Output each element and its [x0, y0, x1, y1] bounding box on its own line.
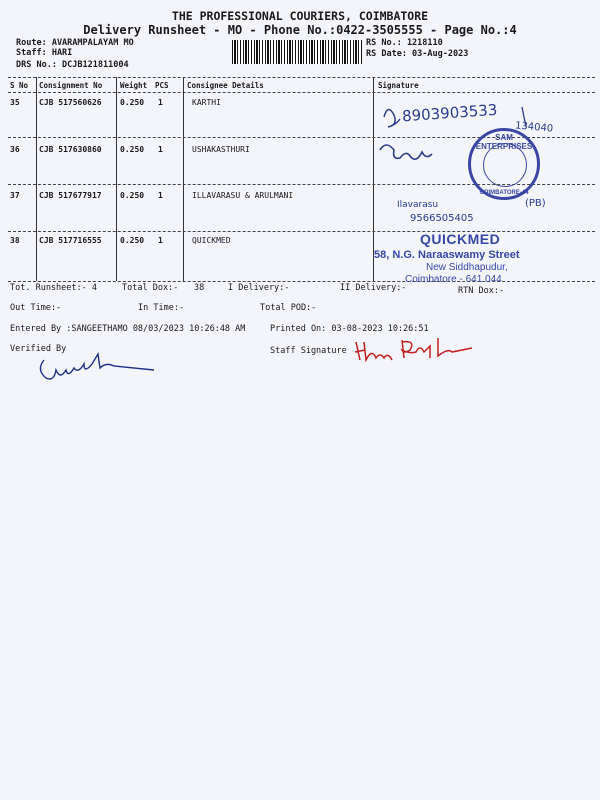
col-header-signature: Signature	[378, 81, 419, 90]
row-details: KARTHI	[192, 98, 221, 107]
row-consignment: CJB 517716555	[39, 236, 102, 245]
row-weight: 0.250	[120, 236, 145, 245]
staff-label: Staff: HARI	[16, 48, 73, 58]
row-consignment: CJB 517630860	[39, 145, 102, 154]
handwritten-name: Ilavarasu	[397, 200, 439, 210]
col-divider	[183, 77, 184, 281]
row-sno: 36	[10, 145, 20, 154]
row-pcs: 1	[158, 191, 163, 200]
stamp-bottom-text: COIMBATORE-44	[479, 190, 529, 196]
col-divider	[36, 77, 37, 281]
row-weight: 0.250	[120, 191, 145, 200]
stamp-top-text: SAM ENTERPRISES	[475, 133, 533, 151]
col-header-sno: S No	[10, 81, 29, 90]
col-header-weight: Weight	[120, 81, 148, 90]
staff-signature	[352, 336, 482, 366]
barcode	[232, 40, 362, 64]
drs-number: DRS No.: DCJB121811004	[16, 60, 129, 70]
verified-signature	[30, 350, 160, 386]
row-weight: 0.250	[120, 145, 145, 154]
row-details: QUICKMED	[192, 236, 231, 245]
quickmed-stamp-line: New Siddhapudur,	[426, 262, 508, 273]
ii-delivery: II Delivery:-	[340, 283, 407, 293]
col-header-consignment: Consignment No	[39, 81, 103, 90]
staff-signature-label: Staff Signature	[270, 346, 347, 356]
row-sno: 38	[10, 236, 20, 245]
handwritten-note: 134040	[514, 120, 554, 135]
row-sno: 37	[10, 191, 20, 200]
verified-by-label: Verified By	[10, 344, 67, 354]
total-dox-value: 38	[194, 283, 205, 293]
table-top-rule	[8, 77, 595, 78]
rs-number: RS No.: 1218110	[366, 38, 443, 48]
out-time: Out Time:-	[10, 303, 62, 313]
handwritten-phone: 8903903533	[401, 100, 498, 126]
rs-date: RS Date: 03-Aug-2023	[366, 49, 469, 59]
quickmed-stamp-line: 58, N.G. Naraaswamy Street	[374, 249, 520, 261]
row-details: USHAKASTHURI	[192, 145, 250, 154]
row-pcs: 1	[158, 236, 163, 245]
route-label: Route: AVARAMPALAYAM MO	[16, 38, 134, 48]
i-delivery: I Delivery:-	[228, 283, 290, 293]
row-consignment: CJB 517560626	[39, 98, 102, 107]
row-sno: 35	[10, 98, 20, 107]
company-stamp	[468, 128, 540, 200]
row-pcs: 1	[158, 98, 163, 107]
rtn-dox: RTN Dox:-	[458, 286, 505, 296]
total-runsheet: Tot. Runsheet:- 4	[10, 283, 97, 293]
quickmed-stamp-line: Coimbatore - 641 044	[405, 274, 502, 285]
handwritten-phone: 9566505405	[410, 213, 474, 224]
runsheet-subtitle: Delivery Runsheet - MO - Phone No.:0422-3505555 - Page No.:4	[83, 23, 517, 37]
row-details: ILLAVARASU & ARULMANI	[192, 191, 294, 200]
col-header-consignee: Consignee Details	[187, 81, 264, 90]
col-header-pcs: PCS	[155, 81, 169, 90]
handwritten-note: (PB)	[525, 198, 546, 209]
row-pcs: 1	[158, 145, 163, 154]
row-consignment: CJB 517677917	[39, 191, 102, 200]
entered-by: Entered By :SANGEETHAMO 08/03/2023 10:26:48 AM	[10, 324, 246, 334]
col-divider	[116, 77, 117, 281]
printed-on: Printed On: 03-08-2023 10:26:51	[270, 324, 429, 334]
table-bottom-rule	[8, 281, 595, 282]
table-header-rule	[8, 92, 595, 93]
row-weight: 0.250	[120, 98, 145, 107]
quickmed-stamp-name: QUICKMED	[420, 231, 501, 247]
in-time: In Time:-	[138, 303, 185, 313]
total-dox-label: Total Dox:-	[122, 283, 179, 293]
total-pod: Total POD:-	[260, 303, 317, 313]
company-title: THE PROFESSIONAL COURIERS, COIMBATORE	[171, 9, 429, 23]
